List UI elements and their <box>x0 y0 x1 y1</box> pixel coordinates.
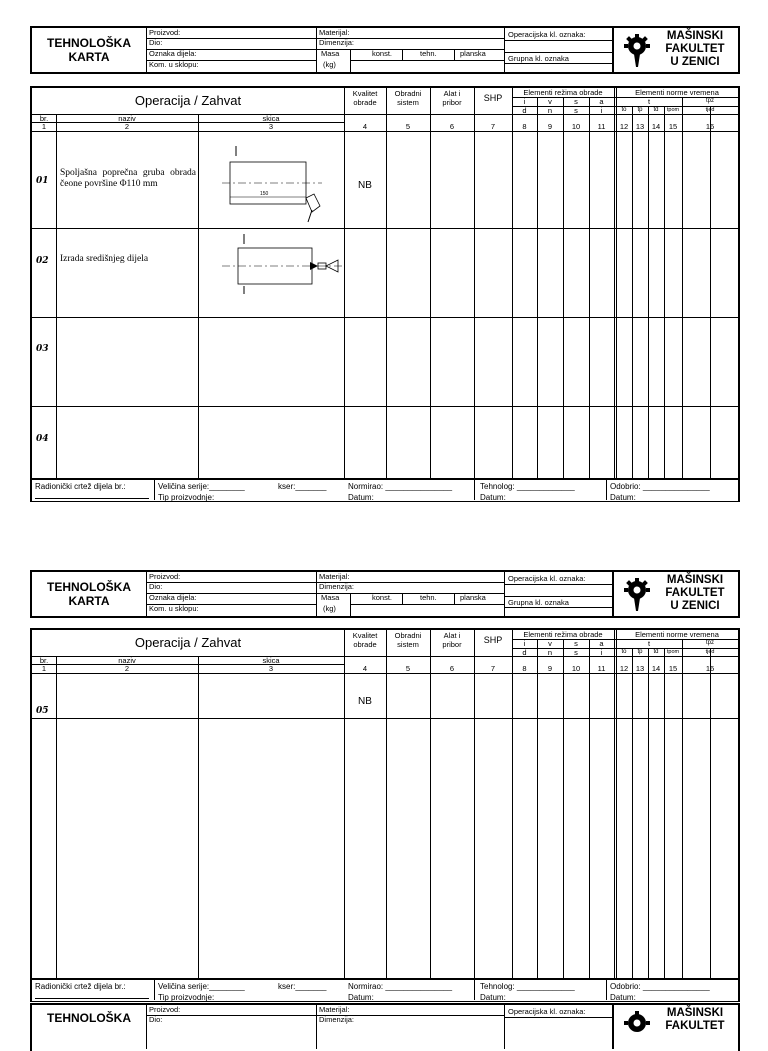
kvalitet-value: NB <box>358 180 372 191</box>
operation-number: 03 <box>36 344 49 354</box>
grupna-oznaka-label: Grupna kl. oznaka <box>508 54 569 63</box>
kvalitet-value: NB <box>358 696 372 707</box>
kom-label: Kom. u sklopu: <box>149 60 199 69</box>
faculty-name: MAŠINSKI FAKULTET U ZENICI <box>665 30 725 68</box>
card-header: TEHNOLOŠKA Proizvod: Dio: Materijal: Dimenzija: Operacijska kl. oznaka: MAŠINSKI FAKULTET <box>30 1003 740 1051</box>
operation-name: Spoljašna poprečna gruba obrada čeone površine Φ110 mm <box>60 168 196 189</box>
operations-table: Operacija / Zahvat br. naziv skica Kvalitet obrade Obradni sistem Alat i pribor SHP Elementi režima obrade Elementi norme vremena i v s a t tpz d n s i to tp td tpom tjed 1 2 3 4 5 6 7 8 9 10 11 12 13 14 15 16 01 Spoljašna poprečna gruba obrada čeone površine Φ110 mm 02 Izrada središnjeg dijela 03 04 NB 150 Radionički crtež dijela br.: Veličina serije:________ kser:_______ Tip proizvodnje: _______________ Normirao: _______________ Datum: _________________ Tehnolog: _____________ Datum: _______________ Odobrio: _______________ Datum: _______________ <box>30 86 740 502</box>
tehn-label: tehn. <box>420 49 437 58</box>
tech-card-1 <box>30 26 740 502</box>
card-title: TEHNOLOŠKA <box>47 1011 131 1025</box>
card-title: TEHNOLOŠKA KARTA <box>47 580 131 608</box>
operation-number: 05 <box>36 706 49 716</box>
konst-label: konst. <box>372 49 393 58</box>
operation-number: 02 <box>36 256 49 266</box>
operation-number: 01 <box>36 176 49 186</box>
faculty-name: MAŠINSKI FAKULTET U ZENICI <box>665 574 725 612</box>
tech-card-2 <box>30 570 740 1002</box>
faculty-logo-icon <box>622 578 652 612</box>
materijal-label: Materijal: <box>319 28 350 37</box>
dimenzija-label: Dimenzija: <box>319 38 355 47</box>
operations-table: Operacija / Zahvat br. naziv skica Kvalitet obrade Obradni sistem Alat i pribor SHP Elementi režima obrade Elementi norme vremena i v s a t tpz d n s i to tp td tpom tjed 1 2 3 4 5 6 7 8 9 10 11 12 13 14 15 16 05 NB Radionički crtež dijela br.: Veličina serije:________ kser:_______ Tip proizvodnje: _______________ Normirao: _______________ Datum: _________________ Tehnolog: _____________ Datum: _______________ Odobrio: _______________ Datum: _______________ <box>30 628 740 1002</box>
proizvod-label: Proizvod: <box>149 28 181 37</box>
kg-label: (kg) <box>323 60 336 69</box>
svg-text:150: 150 <box>260 191 269 197</box>
masa-label: Masa <box>321 49 340 58</box>
faculty-logo-icon <box>622 34 652 68</box>
sketch-facing-icon <box>222 144 342 224</box>
faculty-name: MAŠINSKI FAKULTET <box>665 1007 725 1032</box>
operation-name: Izrada središnjeg dijela <box>60 254 149 264</box>
oznaka-label: Oznaka dijela: <box>149 49 197 58</box>
sketch-center-drill-icon <box>222 234 342 308</box>
tech-card-3 <box>30 1003 740 1032</box>
operacija-zahvat-heading: Operacija / Zahvat <box>134 93 242 108</box>
planska-label: planska <box>460 49 486 58</box>
faculty-logo-icon <box>622 1011 652 1045</box>
card-title: TEHNOLOŠKA KARTA <box>47 36 131 64</box>
operation-number: 04 <box>36 434 49 444</box>
card-header: TEHNOLOŠKA KARTA Proizvod: Dio: Oznaka dijela: Kom. u sklopu: Materijal: Dimenzija: Masa (kg) konst. tehn. planska Operacijska kl. oznaka: Grupna kl. oznaka MAŠINSKI FAKULTET U ZENICI <box>30 570 740 618</box>
dio-label: Dio: <box>149 38 163 47</box>
card-header <box>30 26 740 74</box>
operacijska-oznaka-label: Operacijska kl. oznaka: <box>508 30 586 39</box>
